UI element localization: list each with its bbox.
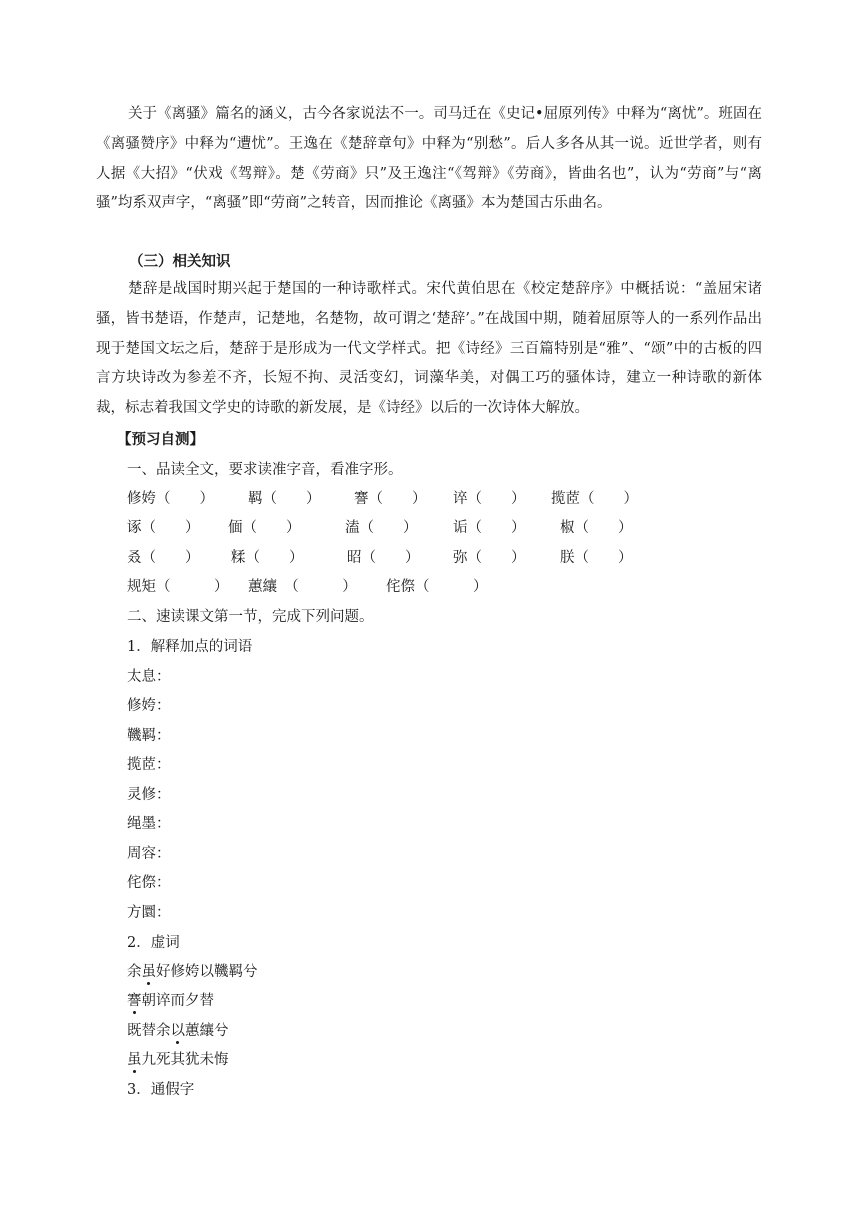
pinyin-item: 叒（ ） — [127, 550, 200, 566]
pinyin-item: 椒（ ） — [560, 520, 633, 536]
dotted-word: 以 — [170, 1023, 185, 1039]
pinyin-item: 揽茝（ ） — [551, 491, 638, 507]
section-heading-related-knowledge: （三）相关知识 — [129, 253, 231, 270]
section3-paragraph: 楚辞是战国时期兴起于楚国的一种诗歌样式。宋代黄伯思在《校定楚辞序》中概括说：“盖屈宋诸骚，皆书楚语，作楚声，记楚地，名楚物，故可谓之‘楚辞’。”在战国中期，随着屈原等人的一系列作品出现于楚国文坛之后，楚辞于是形成为一代文学样式。把《诗经》三百篇特别是“雅”、“颂”中的古板的四言方块诗改为参差不齐，长短不拘、灵活变幻，词藻华美，对偶工巧的骚体诗，建立一种诗歌的新体裁，标志着我国文学史的诗歌的新发展，是《诗经》以后的一次诗体大解放。 — [96, 281, 762, 417]
pinyin-item: 诟（ ） — [453, 520, 526, 536]
sentence-text: 余 — [127, 964, 142, 980]
vocab-item: 修姱： — [127, 698, 171, 714]
pinyin-item: 诼（ ） — [127, 520, 200, 536]
pinyin-item: 溘（ ） — [345, 520, 418, 536]
pinyin-item: 偭（ ） — [228, 520, 301, 536]
pinyin-item: 修姱（ ） — [127, 491, 214, 507]
preview-heading: 【预习自测】 — [117, 431, 204, 448]
question-3-title: 3．通假字 — [127, 1082, 195, 1098]
task1-instruction: 一、品读全文，要求读准字音，看准字形。 — [127, 462, 403, 478]
pinyin-item: 谇（ ） — [453, 491, 526, 507]
pinyin-item: 侘傺（ ） — [386, 579, 488, 595]
sentence-text: 九死其犹未悔 — [141, 1052, 229, 1068]
pinyin-row — [127, 577, 767, 597]
sentence-text: 朝谇而夕替 — [141, 993, 214, 1009]
pinyin-item: 规矩（ ） — [127, 579, 229, 595]
function-word-sentence — [127, 1021, 229, 1041]
dotted-word: 謇 — [127, 993, 142, 1009]
pinyin-item: 謇（ ） — [354, 491, 427, 507]
vocab-item: 方圜： — [127, 905, 171, 921]
vocab-item: 绳墨： — [127, 816, 171, 832]
sentence-text: 好修姱以鞿羁兮 — [156, 964, 258, 980]
pinyin-row — [127, 489, 767, 509]
pinyin-row — [127, 518, 767, 538]
pinyin-item: 昭（ ） — [347, 550, 420, 566]
pinyin-item: 糅（ ） — [231, 550, 304, 566]
dotted-word: 虽 — [127, 1052, 142, 1068]
question-1-title: 1．解释加点的词语 — [127, 639, 253, 655]
pinyin-item: 羁（ ） — [248, 491, 321, 507]
pinyin-item: 蕙纕 （ ） — [248, 579, 357, 595]
function-word-sentence — [127, 991, 214, 1011]
sentence-text: 既替余 — [127, 1023, 171, 1039]
pinyin-row — [127, 548, 767, 568]
vocab-item: 太息： — [127, 669, 171, 685]
vocab-item: 揽茝： — [127, 757, 171, 773]
vocab-item: 鞿羁： — [127, 728, 171, 744]
task2-instruction: 二、速读课文第一节，完成下列问题。 — [127, 609, 374, 625]
sentence-text: 蕙纕兮 — [185, 1023, 229, 1039]
function-word-sentence — [127, 962, 258, 982]
question-2-title: 2．虚词 — [127, 935, 180, 951]
vocab-item: 侘傺： — [127, 875, 171, 891]
pinyin-item: 弥（ ） — [453, 550, 526, 566]
vocab-item: 灵修： — [127, 787, 171, 803]
dotted-word: 虽 — [141, 964, 156, 980]
intro-paragraph: 关于《离骚》篇名的涵义，古今各家说法不一。司马迁在《史记•屈原列传》中释为“离忧”。班固在《离骚赞序》中释为“遭忧”。王逸在《楚辞章句》中释为“别愁”。后人多各从其一说。近世学者，则有人据《大招》“伏戏《驾辩》。楚《劳商》只”及王逸注“《驾辩》《劳商》，皆曲名也”，认为“劳商”与“离骚”均系双声字，“离骚”即“劳商”之转音，因而推论《离骚》本为楚国古乐曲名。 — [96, 106, 762, 212]
pinyin-item: 朕（ ） — [560, 550, 633, 566]
function-word-sentence — [127, 1050, 229, 1070]
vocab-item: 周容： — [127, 846, 171, 862]
